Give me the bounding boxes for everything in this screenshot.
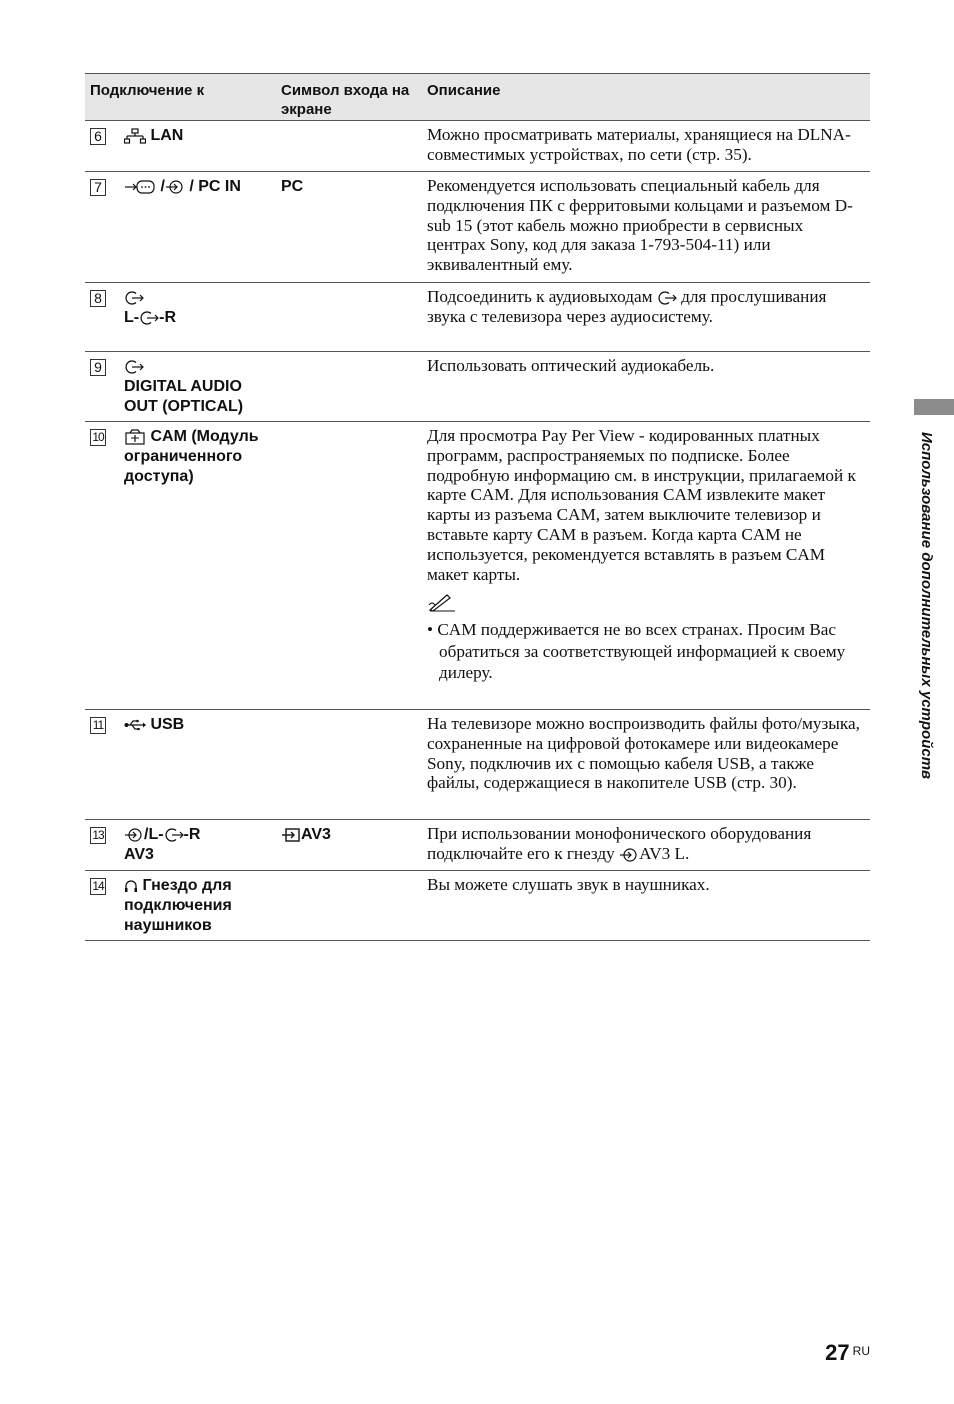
table-row (85, 283, 870, 352)
input-symbol (280, 710, 426, 819)
connection-label: LAN (150, 127, 184, 144)
description: Использовать оптический аудиокабель. (427, 356, 715, 375)
page-number: 27 $^{RU}$ (825, 1340, 870, 1365)
header-connection: Подключение к (90, 82, 205, 99)
input-symbol (280, 352, 426, 421)
description: На телевизоре можно воспроизводить файлы фото/музыка, сохраненные на цифровой фотокамере или видеокамере Sony, подключив их с помощью кабеля USB, а также файлы, содержащиеся в накопителе USB (стр. 30). (427, 714, 860, 793)
description: Можно просматривать материалы, хранящиеся на DLNA-совместимых устройствах, по сети (стр. 35). (427, 125, 851, 164)
item-number: 10 (90, 429, 106, 446)
lan-icon (124, 128, 146, 144)
section-tab-marker (914, 399, 954, 415)
description: Рекомендуется использовать специальный кабель для подключения ПК с ферритовыми кольцами и разъемом D-sub 15 (этот кабель можно приобрести в сервисных центрах Sony, код для заказа 1-793-504-11) или эквивалентный ему. (427, 176, 853, 275)
input-symbol (280, 283, 426, 351)
description-text: AV3 L. (639, 843, 690, 863)
pc-rgb-icon (124, 179, 156, 195)
av-input-icon (281, 827, 301, 843)
connection-label: Гнездо для подключения наушников (124, 877, 232, 934)
description (426, 283, 870, 351)
description-text: При использовании монофонического оборудования подключайте его к гнезду (427, 824, 812, 863)
audio-out-icon (657, 290, 677, 306)
audio-out-icon (164, 827, 184, 843)
connection-label: -R (183, 826, 201, 843)
page-language: RU (852, 1344, 870, 1358)
description: Вы можете слушать звук в наушниках. (427, 875, 710, 894)
audio-out-icon (124, 290, 144, 306)
cam-card-icon (124, 429, 146, 445)
item-number: 13 (90, 827, 106, 844)
item-number: 8 (90, 290, 106, 307)
connection-label: AV3 (124, 846, 154, 863)
table-row (85, 121, 870, 172)
connection-label: / PC IN (189, 178, 241, 195)
table-row (85, 422, 870, 710)
table-row (85, 871, 870, 941)
table-row: 7 / / PC IN PC Рекомендуется использовать специальный кабель для подключения ПК с ферритовыми кольцами и разъемом D-sub 15 (этот кабель можно приобрести в сервисных центрах Sony, код для заказа 1-793-504-11) или эквивалентный ему. (85, 172, 870, 283)
item-number: 14 (90, 878, 106, 895)
input-arrow-icon (619, 847, 639, 863)
table-row (85, 352, 870, 422)
connection-label: L- (124, 309, 140, 326)
item-number: 6 (90, 128, 106, 145)
connection-label: /L- (144, 826, 164, 843)
usb-icon (124, 718, 146, 732)
headphone-icon (124, 878, 138, 894)
table-header (85, 73, 870, 121)
header-symbol: Символ входа на экране (281, 82, 410, 118)
optical-out-icon (124, 359, 144, 375)
input-symbol: AV3 (301, 826, 331, 843)
description: Для просмотра Pay Per View - кодированных платных программ, распространяемых по подписке. Более подробную информацию см. в инструкции, прилагаемой к карте CAM. Для использования CAM извлеките макет карты из разъема CAM, затем выключите телевизор и вставьте карту CAM в разъем. Когда карта CAM не используется, рекомендуется вставлять в разъем CAM макет карты. (427, 426, 856, 584)
input-symbol (280, 422, 426, 709)
connection-label: CAM (Модуль ограниченного доступа) (124, 428, 259, 485)
audio-out-icon (139, 310, 159, 326)
input-arrow-icon (165, 179, 185, 195)
section-side-label: Использование дополнительных устройств (918, 432, 935, 780)
item-number: 9 (90, 359, 106, 376)
description-text: для прослушивания звука с телевизора через аудиосистему. (427, 287, 827, 326)
connection-label: DIGITAL AUDIO OUT (OPTICAL) (124, 378, 244, 415)
description (426, 820, 870, 870)
note-text: • CAM поддерживается не во всех странах. Просим Вас обратиться за соответствующей информацией к своему дилеру. (427, 620, 846, 683)
table-row (85, 820, 870, 871)
table-row (85, 710, 870, 820)
header-description: Описание (427, 82, 501, 99)
input-symbol (280, 871, 426, 940)
connection-label: USB (150, 716, 185, 733)
connections-table (85, 73, 870, 941)
item-number: 7 (90, 179, 106, 196)
input-symbol: PC (281, 178, 304, 195)
connection-label: -R (159, 309, 176, 326)
item-number: 11 (90, 717, 106, 734)
input-arrow-icon (124, 827, 144, 843)
description-text: Подсоединить к аудиовыходам (427, 287, 653, 306)
input-symbol (280, 121, 426, 171)
note-pencil-icon (427, 592, 457, 612)
